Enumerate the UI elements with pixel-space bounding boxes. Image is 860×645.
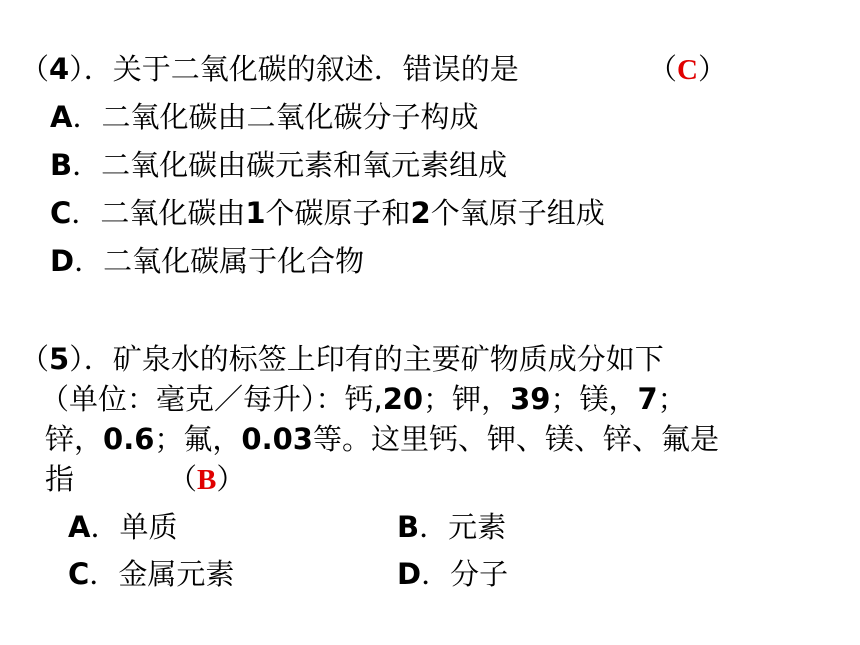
q5-stem-pre: （ [20,342,50,376]
option-text: 金属元素 [118,557,235,591]
q4-option-d [50,242,364,280]
option-letter: D [397,557,422,591]
option-letter: C [68,557,90,591]
option-text: 单质 [119,510,178,544]
q5-answer: B [197,464,217,496]
q5-value: 39 [510,382,551,416]
q4-paren-close: ） [697,52,727,86]
q5-option-c [68,555,234,593]
option-text: 二氧化碳由二氧化碳分子构成 [101,100,479,134]
q4-option-a [50,98,478,136]
q5-stem-line-1 [20,340,664,378]
q5-text: 等。这里钙、钾、镁、锌、氟是 [312,422,719,456]
option-separator: ． [72,148,102,182]
option-letter: D [50,244,75,278]
q5-stem-text: ）．矿泉水的标签上印有的主要矿物质成分如下 [69,342,664,376]
option-letter: B [397,510,420,544]
option-letter: C [50,196,72,230]
q5-number: 5 [49,342,70,376]
q5-value: 7 [637,382,658,416]
option-separator: ． [71,196,101,230]
option-text: 个氧原子组成 [430,196,605,230]
option-number: 1 [245,196,266,230]
q5-text: （单位：毫克／每升）：钙, [40,382,383,416]
q4-number: 4 [49,52,70,86]
q5-text: ； [657,382,687,416]
q4-answer: C [677,54,698,86]
option-letter: A [68,510,91,544]
option-separator: ． [74,244,104,278]
q5-option-a [68,508,177,546]
q5-paren-close: ） [216,462,246,496]
q4-paren-open: （ [648,52,678,86]
q5-value: 20 [382,382,424,416]
q4-answer-slot [648,50,727,88]
q5-answer-slot [168,460,245,498]
option-text: 二氧化碳属于化合物 [103,244,365,278]
option-separator: ． [90,510,120,544]
q4-stem [20,50,519,88]
q5-stem-line-4 [45,460,74,498]
option-text: 元素 [448,510,507,544]
option-number: 2 [410,196,431,230]
q5-option-d [397,555,508,593]
q5-text: 指 [45,462,75,496]
q5-option-b [397,508,506,546]
q5-value: 0.03 [241,422,313,456]
q5-text: ；氟， [154,422,242,456]
option-text: 分子 [450,557,509,591]
option-separator: ． [421,557,451,591]
q4-stem-pre: （ [20,52,50,86]
q5-paren-open: （ [168,462,198,496]
option-separator: ． [89,557,119,591]
option-letter: B [50,148,73,182]
q5-text: ；钾， [423,382,511,416]
option-letter: A [50,100,73,134]
option-separator: ． [419,510,449,544]
option-separator: ． [72,100,102,134]
option-text: 个碳原子和 [265,196,411,230]
q4-option-b [50,146,507,184]
q4-stem-text: ）．关于二氧化碳的叙述．错误的是 [69,52,519,86]
q5-text: 锌， [45,422,104,456]
q5-value: 0.6 [103,422,155,456]
q4-option-c [50,194,605,232]
q5-stem-line-2 [40,380,687,418]
q5-stem-line-3 [45,420,719,458]
option-text: 二氧化碳由碳元素和氧元素组成 [101,148,508,182]
q5-text: ；镁， [550,382,638,416]
option-text: 二氧化碳由 [100,196,246,230]
